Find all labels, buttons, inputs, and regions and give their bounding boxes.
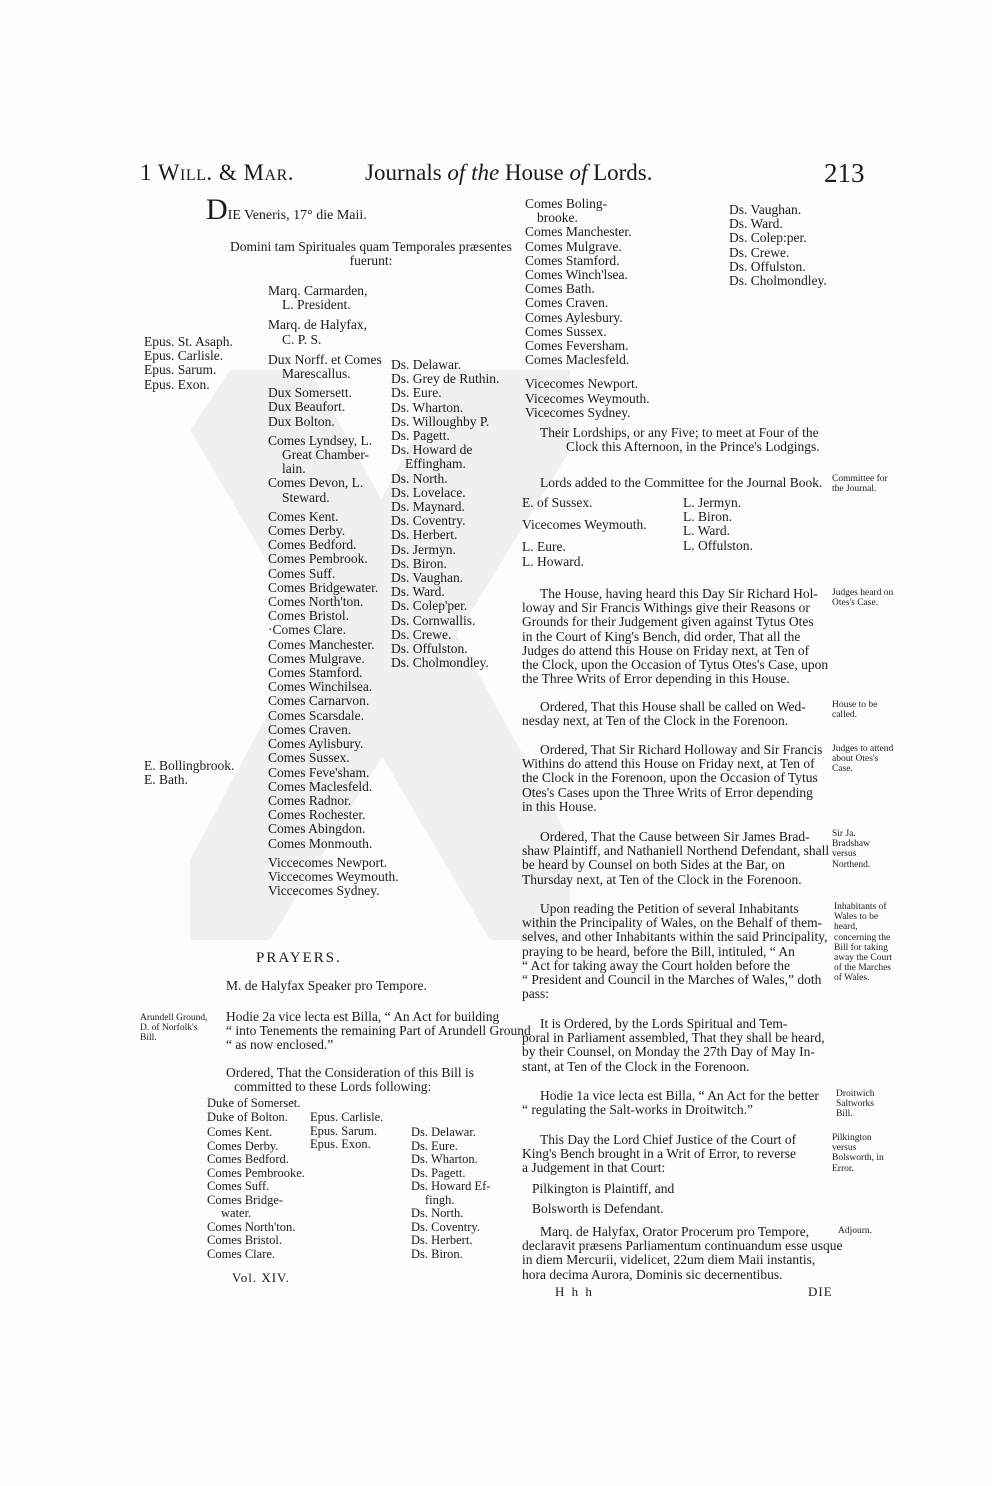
saltworks-paragraph: Hodie 1a vice lecta est Billa, “ An Act for the better “ regulating the Salt-works in Droitwitch.” <box>522 1088 819 1118</box>
committee-order: Ordered, That the Consideration of this Bill is committed to these Lords following: <box>226 1065 474 1095</box>
peers-list: Marq. Carmarden, L. President. Marq. de Halyfax, C. P. S. Dux Norff. et Comes Marescallus. Dux Somersett. Dux Beaufort. Dux Bolton. Comes Lyndsey, L. Great Chamber- lain. Comes Devon, L. Steward. Comes Kent. Comes Derby. Comes Bedford. Comes Pembrook. Comes Suff. Comes Bridgewater. Comes North'ton. Comes Bristol. ·Comes Clare. Comes Manchester. Comes Mulgrave. Comes Stamford. Comes Winchilsea. Comes Carnarvon. Comes Scarsdale. Comes Craven. Comes Aylisbury. Comes Sussex. Comes Feve'sham. Comes Maclesfeld. Comes Radnor. Comes Rochester. Comes Abingdon. Comes Monmouth. Viccecomes Newport. Viccecomes Weymouth. Viccecomes Sydney. <box>268 283 399 899</box>
volume-signature: Vol. XIV. <box>232 1270 291 1285</box>
running-header-left: 1 Will. & Mar. <box>140 160 294 185</box>
committee-list-a: Duke of Somerset. Duke of Bolton. Comes Kent. Comes Derby. Comes Bedford. Comes Pembrooke. Comes Suff. Comes Bridge- water. Comes North'ton. Comes Bristol. Comes Clare. <box>207 1096 305 1261</box>
adjourn-paragraph: Marq. de Halyfax, Orator Procerum pro Tempore, declaravit præsens Parliamentum continuandum esse usque in diem Mercurii, videlicet, 22um diem Maii instantis, hora decima Aurora, Dominis sic decernentibus. <box>522 1224 843 1282</box>
journal-lords-left: E. of Sussex. Vicecomes Weymouth. L. Eure. L. Howard. <box>522 495 647 569</box>
attend-paragraph: Ordered, That Sir Richard Holloway and Sir Francis Withins do attend this House on Friday next, at Ten of the Clock in the Forenoon, upon the Occasion of Tytus Otes's Cases upon the Three Writs of Error depending in this House. <box>522 742 823 814</box>
judges-paragraph: The House, having heard this Day Sir Richard Hol- loway and Sir Francis Withings give their Reasons or Grounds for their Judgement given against Tytus Otes in the Court of King's Bench, did order, That all the Judges do attend this House on Friday next, at Ten of the Clock, upon the Occasion of Tytus Otes's Case, upon the Three Writs of Error depending in this House. <box>522 586 829 687</box>
barons-list: Ds. Delawar. Ds. Grey de Ruthin. Ds. Eure. Ds. Wharton. Ds. Willoughby P. Ds. Pagett. Ds. Howard de Effingham. Ds. North. Ds. Lovelace. Ds. Maynard. Ds. Coventry. Ds. Herbert. Ds. Jermyn. Ds. Biron. Ds. Vaughan. Ds. Ward. Ds. Colep'per. Ds. Cornwallis. Ds. Crewe. Ds. Offulston. Ds. Cholmondley. <box>391 357 500 671</box>
continued-peers-list: Comes Boling- brooke. Comes Manchester. Comes Mulgrave. Comes Stamford. Comes Winch'lsea. Comes Bath. Comes Craven. Comes Aylesbury. Comes Sussex. Comes Feversham. Comes Maclesfeld. Vicecomes Newport. Vicecomes Weymouth. Vicecomes Sydney. <box>525 196 650 420</box>
adjourn-margin-note: Adjourn. <box>838 1226 873 1236</box>
saltworks-margin-note: Droitwich Saltworks Bill. <box>836 1089 875 1120</box>
journal-committee-heading: Lords added to the Committee for the Journal Book. <box>540 475 823 490</box>
wales-margin-note: Inhabitants of Wales to be heard, concerning the Bill for taking away the Court of the Marches of Wales. <box>834 902 893 984</box>
session-date: DIE Veneris, 17° die Maii. <box>206 193 367 226</box>
bill-margin-note: Arundell Ground, D. of Norfolk's Bill. <box>140 1013 208 1044</box>
signature-mark: H h h <box>555 1284 594 1299</box>
pilkington-margin-note: Pilkington versus Bolsworth, in Error. <box>832 1133 884 1174</box>
counsel-paragraph: It is Ordered, by the Lords Spiritual and Tem- poral in Parliament assembled, That they shall be heard, by their Counsel, on Monday the 27th Day of May In- stant, at Ten of the Clock in the Forenoon. <box>522 1016 825 1074</box>
journal-margin-note: Committee for the Journal. <box>832 474 888 495</box>
page-number: 213 <box>824 158 865 188</box>
committee-list-b: Epus. Carlisle. Epus. Sarum. Epus. Exon. <box>310 1110 384 1151</box>
prayers-heading: PRAYERS. <box>256 950 342 966</box>
running-header-title: Journals of the House of Lords. <box>365 160 653 185</box>
committee-list-c: Ds. Delawar. Ds. Eure. Ds. Wharton. Ds. Pagett. Ds. Howard Ef- fingh. Ds. North. Ds. Coventry. Ds. Herbert. Ds. Biron. <box>411 1125 491 1261</box>
continued-barons-list: Ds. Vaughan. Ds. Ward. Ds. Colep:per. Ds. Crewe. Ds. Offulston. Ds. Cholmondley. <box>729 202 827 289</box>
speaker-line: M. de Halyfax Speaker pro Tempore. <box>226 978 427 993</box>
cause-paragraph: Ordered, That the Cause between Sir James Brad- shaw Plaintiff, and Nathaniell Northend Defendant, shall be heard by Counsel on both Sides at the Bar, on Thursday next, at Ten of the Clock in the Forenoon. <box>522 829 830 887</box>
pilkington-paragraph: This Day the Lord Chief Justice of the Court of King's Bench brought in a Writ of Error, to reverse a Judgement in that Court: Pilkington is Plaintiff, and Bolsworth is Defendant. <box>522 1132 797 1216</box>
journal-lords-right: L. Jermyn. L. Biron. L. Ward. L. Offulston. <box>683 495 753 553</box>
bishops-list: Epus. St. Asaph. Epus. Carlisle. Epus. Sarum. Epus. Exon. <box>144 334 233 392</box>
meeting-note: Their Lordships, or any Five; to meet at Four of the Clock this Afternoon, in the Prince's Lodgings. <box>540 425 820 455</box>
attend-margin-note: Judges to attend about Otes's Case. <box>832 744 894 775</box>
earls-left-list: E. Bollingbrook. E. Bath. <box>144 758 235 788</box>
cause-margin-note: Sir Ja. Bradshaw versus Northend. <box>832 829 871 870</box>
present-heading: Domini tam Spirituales quam Temporales præsentes fuerunt: <box>230 239 512 269</box>
bill-second-reading: Hodie 2a vice lecta est Billa, “ An Act for building “ into Tenements the remaining Part of Arundell Ground “ as now enclosed.” <box>226 1009 531 1053</box>
judges-margin-note: Judges heard on Otes's Case. <box>832 588 894 609</box>
wales-paragraph: Upon reading the Petition of several Inhabitants within the Principality of Wales, on the Behalf of them- selves, and other Inhabitants within the said Principality, praying to be heard, before the Bill, intituled, “ An “ Act for taking away the Court holden before the “ President and Council in the Marches of Wales,” doth pass: <box>522 901 828 1002</box>
catchword: DIE <box>808 1284 833 1299</box>
house-called-margin: House to be called. <box>832 700 878 721</box>
house-called-paragraph: Ordered, That this House shall be called on Wed- nesday next, at Ten of the Clock in the Forenoon. <box>522 699 806 729</box>
